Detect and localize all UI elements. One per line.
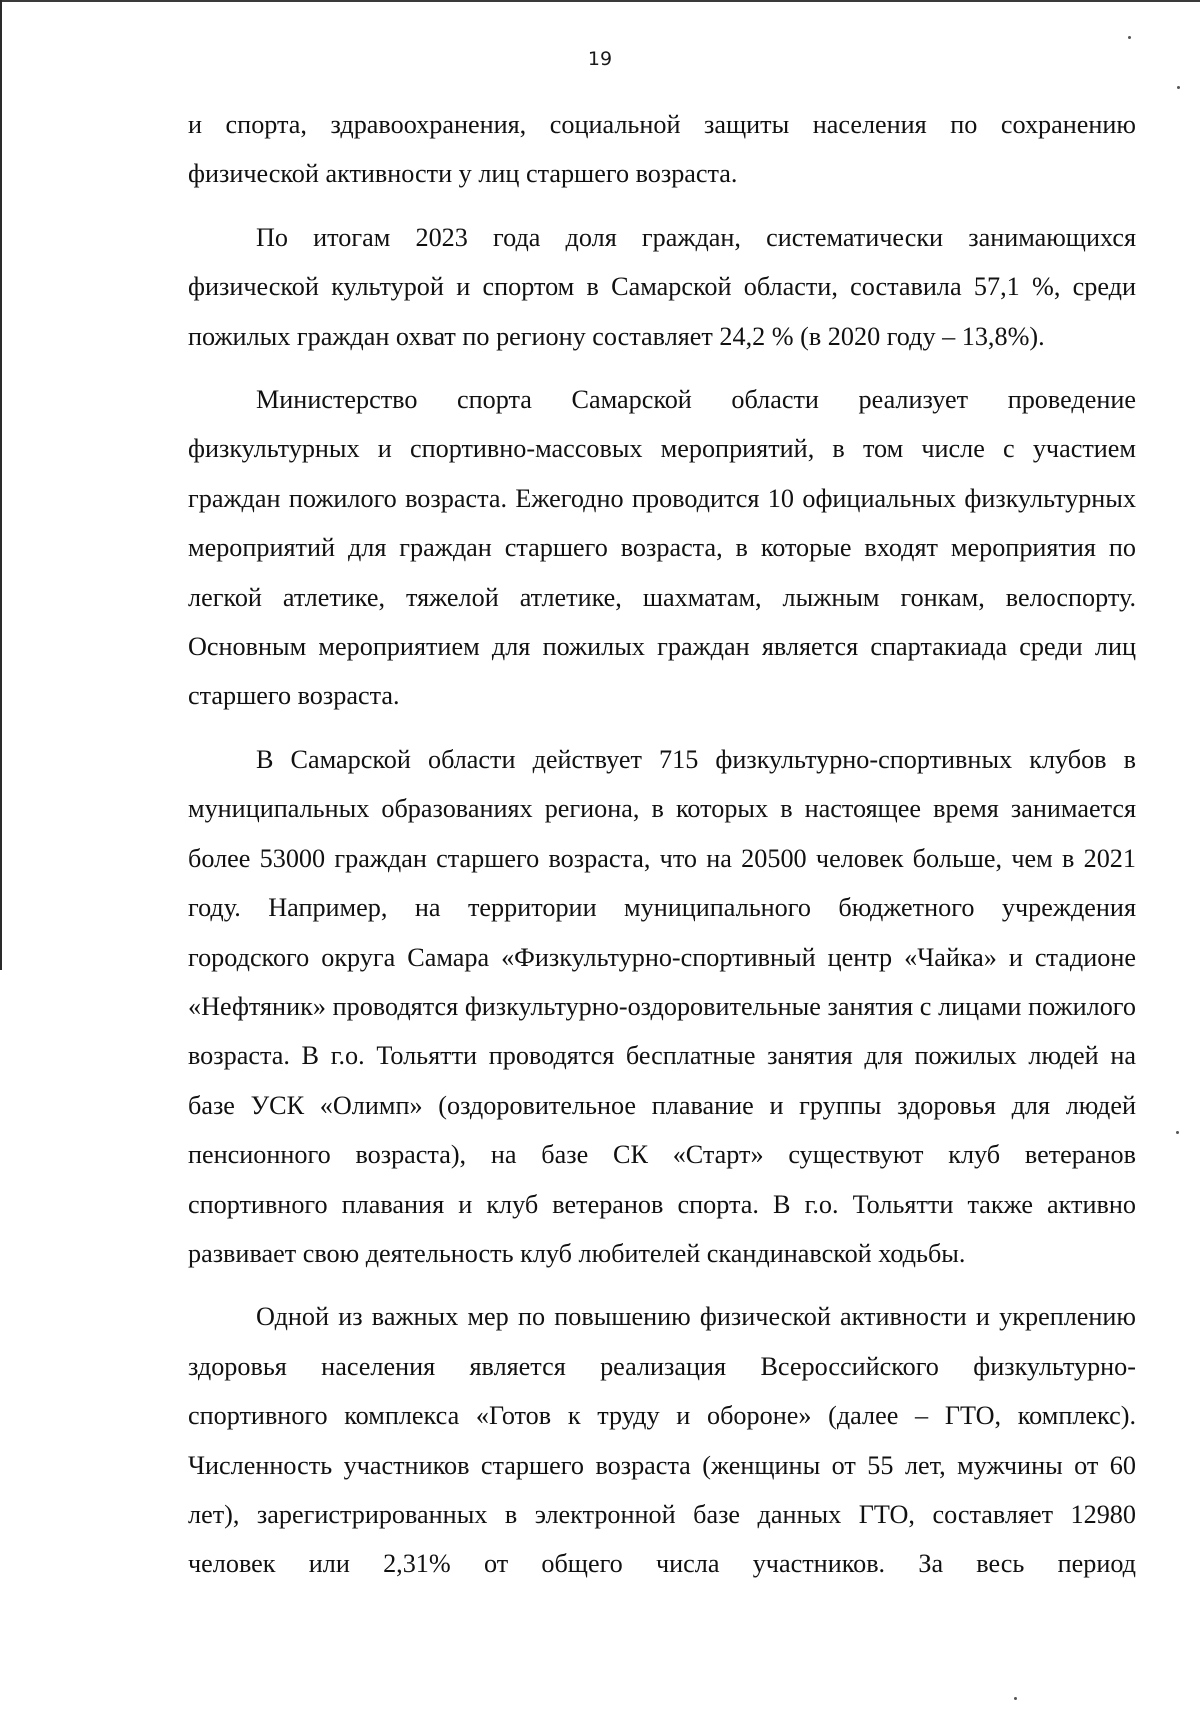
scan-speck xyxy=(1176,1131,1179,1134)
page-number: 19 xyxy=(587,48,613,70)
scan-speck xyxy=(1177,86,1180,89)
paragraph: В Самарской области действует 715 физкультурно-спортивных клубов в муниципальных образованиях региона, в которых в настоящее время занимается более 53000 граждан старшего возраста, что на 20500 человек больше, чем в 2021 году. Например, на территории муниципального бюджетного учреждения городского округа Самара «Физкультурно-спортивный центр «Чайка» и стадионе «Нефтяник» проводятся физкультурно-оздоровительные занятия с лицами пожилого возраста. В г.о. Тольятти проводятся бесплатные занятия для пожилых людей на базе УСК «Олимп» (оздоровительное плавание и группы здоровья для людей пенсионного возраста), на базе СК «Старт» существуют клуб ветеранов спортивного плавания и клуб ветеранов спорта. В г.о. Тольятти также активно развивает свою деятельность клуб любителей скандинавской ходьбы. xyxy=(188,744,1136,1268)
paragraph: и спорта, здравоохранения, социальной защиты населения по сохранению физической активности у лиц старшего возраста. xyxy=(188,110,1136,189)
scan-left-edge xyxy=(0,0,2,970)
paragraph: Одной из важных мер по повышению физической активности и укреплению здоровья населения является реализация Всероссийского физкультурно-спортивного комплекса «Готов к труду и обороне» (далее – ГТО, комплекс). Численность участников старшего возраста (женщины от 55 лет, мужчины от 60 лет), зарегистрированных в электронной базе данных ГТО, составляет 12980 человек или 2,31% от общего числа участников. За весь период xyxy=(188,1302,1136,1579)
paragraph: Министерство спорта Самарской области реализует проведение физкультурных и спортивно-массовых мероприятий, в том числе с участием граждан пожилого возраста. Ежегодно проводится 10 официальных физкультурных мероприятий для граждан старшего возраста, в которые входят мероприятия по легкой атлетике, тяжелой атлетике, шахматам, лыжным гонкам, велоспорту. Основным мероприятием для пожилых граждан является спартакиада среди лиц старшего возраста. xyxy=(188,385,1136,711)
scan-top-edge xyxy=(0,0,1200,2)
paragraph: По итогам 2023 года доля граждан, систематически занимающихся физической культурой и спортом в Самарской области, составила 57,1 %, среди пожилых граждан охват по региону составляет 24,2 % (в 2020 году – 13,8%). xyxy=(188,222,1136,351)
scan-speck xyxy=(1128,36,1131,39)
scan-speck xyxy=(1014,1697,1017,1700)
document-body xyxy=(188,100,1136,1589)
